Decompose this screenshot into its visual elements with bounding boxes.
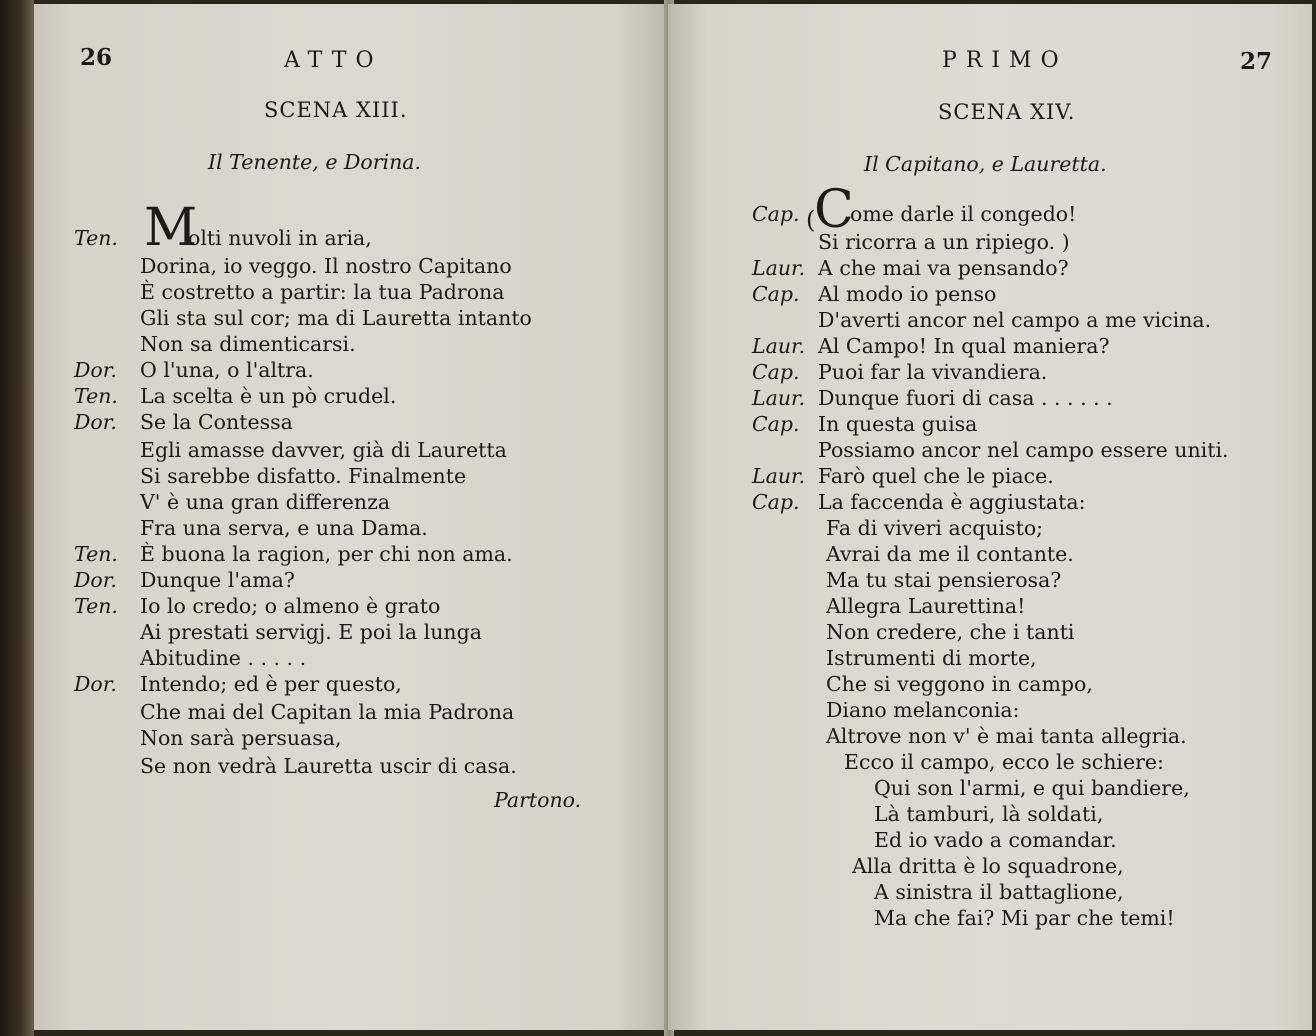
speaker-label: Laur. — [752, 334, 806, 358]
dialogue-line: ome darle il congedo! — [850, 202, 1077, 226]
dialogue-line: Là tamburi, là soldati, — [874, 802, 1104, 826]
scene-characters: Il Tenente, e Dorina. — [208, 150, 422, 174]
dialogue-line: Che mai del Capitan la mia Padrona — [140, 700, 515, 724]
dialogue-line: La scelta è un pò crudel. — [140, 384, 397, 408]
speaker-label: Ten. — [74, 226, 118, 250]
dialogue-line: Ma tu stai pensierosa? — [826, 568, 1062, 592]
right-page — [668, 4, 1312, 1030]
speaker-label: Cap. — [752, 202, 800, 226]
dialogue-line: Fa di viveri acquisto; — [826, 516, 1044, 540]
page-number: 26 — [80, 44, 113, 71]
dialogue-line: A sinistra il battaglione, — [874, 880, 1124, 904]
speaker-label: Ten. — [74, 594, 118, 618]
speaker-label: Laur. — [752, 256, 806, 280]
open-parenthesis: ( — [806, 206, 816, 234]
left-page — [34, 4, 668, 1030]
dialogue-line: Io lo credo; o almeno è grato — [140, 594, 441, 618]
dialogue-line: Ai prestati servigj. E poi la lunga — [140, 620, 482, 644]
dialogue-line: La faccenda è aggiustata: — [818, 490, 1086, 514]
running-head: PRIMO — [942, 48, 1068, 73]
dialogue-line: Allegra Laurettina! — [826, 594, 1026, 618]
drop-cap: C — [814, 180, 854, 240]
dialogue-line: A che mai va pensando? — [818, 256, 1069, 280]
dialogue-line: Ecco il campo, ecco le schiere: — [844, 750, 1164, 774]
dialogue-line: Si sarebbe disfatto. Finalmente — [140, 464, 467, 488]
page-number: 27 — [1240, 48, 1273, 75]
dialogue-line: Altrove non v' è mai tanta allegria. — [826, 724, 1187, 748]
dialogue-line: Al modo io penso — [818, 282, 997, 306]
dialogue-line: Al Campo! In qual maniera? — [818, 334, 1110, 358]
dialogue-line: Dorina, io veggo. Il nostro Capitano — [140, 254, 512, 278]
dialogue-line: Ma che fai? Mi par che temi! — [874, 906, 1175, 930]
dialogue-line: Ed io vado a comandar. — [874, 828, 1117, 852]
dialogue-line: In questa guisa — [818, 412, 978, 436]
dialogue-line: olti nuvoli in aria, — [188, 226, 372, 250]
dialogue-line: Intendo; ed è per questo, — [140, 672, 402, 696]
speaker-label: Cap. — [752, 412, 800, 436]
dialogue-line: O l'una, o l'altra. — [140, 358, 314, 382]
speaker-label: Laur. — [752, 386, 806, 410]
dialogue-line: Abitudine . . . . . — [140, 646, 307, 670]
dialogue-line: Dunque fuori di casa . . . . . . — [818, 386, 1113, 410]
speaker-label: Cap. — [752, 360, 800, 384]
dialogue-line: Se non vedrà Lauretta uscir di casa. — [140, 754, 517, 778]
speaker-label: Dor. — [74, 672, 117, 696]
dialogue-line: Non sarà persuasa, — [140, 726, 342, 750]
dialogue-line: Non sa dimenticarsi. — [140, 332, 356, 356]
dialogue-line: D'averti ancor nel campo a me vicina. — [818, 308, 1212, 332]
book-edge — [0, 0, 34, 1036]
speaker-label: Dor. — [74, 358, 117, 382]
scene-title: SCENA XIII. — [264, 98, 408, 122]
dialogue-line: Alla dritta è lo squadrone, — [852, 854, 1124, 878]
stage-direction: Partono. — [494, 788, 582, 812]
dialogue-line: Si ricorra a un ripiego. ) — [818, 230, 1070, 254]
drop-cap: M — [144, 198, 198, 258]
speaker-label: Cap. — [752, 282, 800, 306]
dialogue-line: V' è una gran differenza — [140, 490, 391, 514]
dialogue-line: Gli sta sul cor; ma di Lauretta intanto — [140, 306, 532, 330]
dialogue-line: È buona la ragion, per chi non ama. — [140, 542, 513, 566]
dialogue-line: Egli amasse davver, già di Lauretta — [140, 438, 507, 462]
dialogue-line: Qui son l'armi, e qui bandiere, — [874, 776, 1190, 800]
dialogue-line: Fra una serva, e una Dama. — [140, 516, 428, 540]
dialogue-line: Possiamo ancor nel campo essere uniti. — [818, 438, 1229, 462]
dialogue-line: Se la Contessa — [140, 410, 293, 434]
dialogue-line: Che si veggono in campo, — [826, 672, 1093, 696]
dialogue-line: Farò quel che le piace. — [818, 464, 1054, 488]
dialogue-line: Diano melanconia: — [826, 698, 1020, 722]
dialogue-line: Puoi far la vivandiera. — [818, 360, 1048, 384]
speaker-label: Cap. — [752, 490, 800, 514]
scene-title: SCENA XIV. — [938, 100, 1076, 124]
scene-characters: Il Capitano, e Lauretta. — [864, 152, 1107, 176]
running-head: ATTO — [284, 48, 383, 73]
speaker-label: Laur. — [752, 464, 806, 488]
dialogue-line: È costretto a partir: la tua Padrona — [140, 280, 505, 304]
dialogue-line: Dunque l'ama? — [140, 568, 295, 592]
dialogue-line: Istrumenti di morte, — [826, 646, 1037, 670]
speaker-label: Ten. — [74, 542, 118, 566]
dialogue-line: Non credere, che i tanti — [826, 620, 1075, 644]
speaker-label: Ten. — [74, 384, 118, 408]
speaker-label: Dor. — [74, 410, 117, 434]
speaker-label: Dor. — [74, 568, 117, 592]
dialogue-line: Avrai da me il contante. — [826, 542, 1074, 566]
